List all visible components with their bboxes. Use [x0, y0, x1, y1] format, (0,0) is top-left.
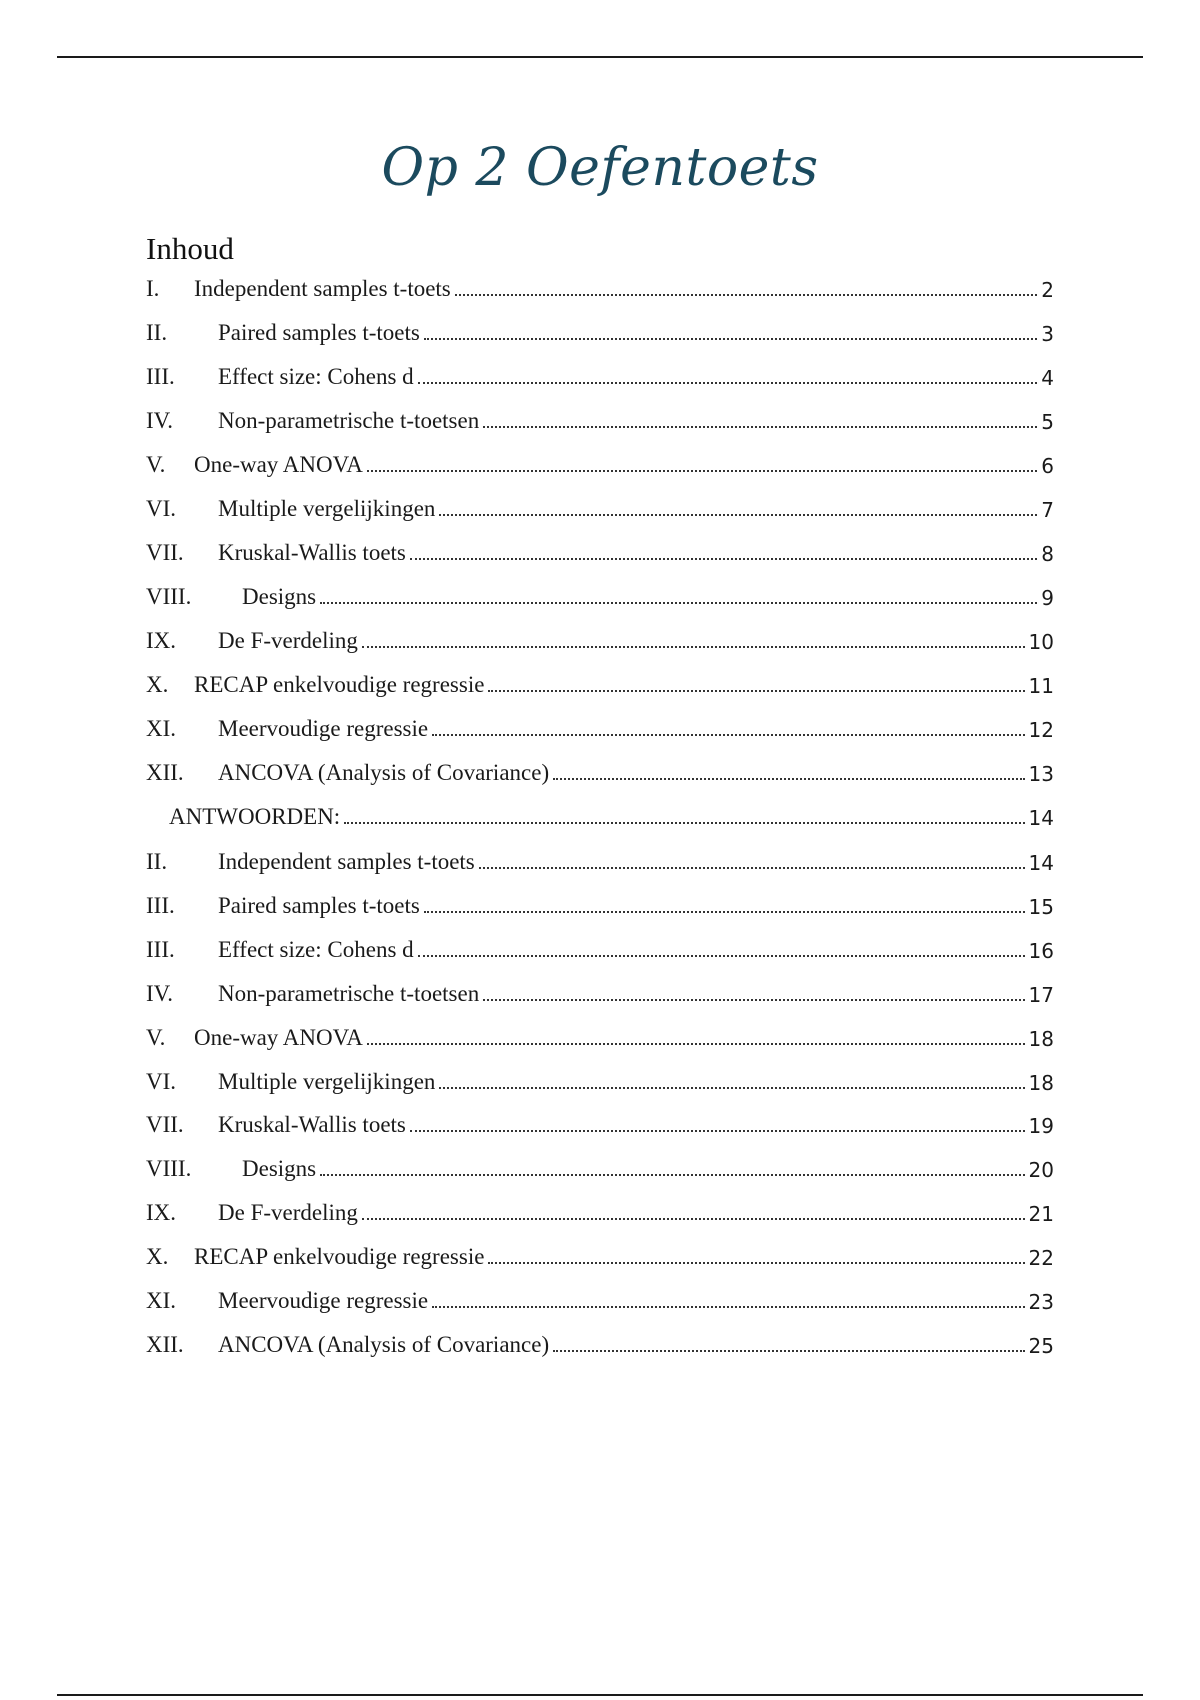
- toc-entry-number: XI.: [146, 1288, 177, 1313]
- toc-entry-title: Non-parametrische t-toetsen: [218, 981, 480, 1006]
- toc-entry-page-number: 12: [1028, 718, 1054, 742]
- toc-entry-page-number: 20: [1028, 1158, 1054, 1182]
- toc-entry-title: Paired samples t-toets: [218, 320, 420, 345]
- toc-dot-leader: [455, 294, 1038, 296]
- toc-entry-title: Effect size: Cohens d: [218, 364, 414, 389]
- toc-entry[interactable]: [146, 845, 1054, 875]
- toc-entry-title: Effect size: Cohens d: [218, 937, 414, 962]
- toc-entry-title: ANCOVA (Analysis of Covariance): [218, 760, 550, 785]
- toc-entry-page-number: 18: [1028, 1071, 1054, 1095]
- toc-entry-number: IV.: [146, 408, 174, 433]
- toc-entry-title: RECAP enkelvoudige regressie: [194, 672, 485, 697]
- toc-entry-page-number: 4: [1041, 366, 1054, 390]
- toc-entry-title: ANTWOORDEN:: [169, 804, 341, 829]
- toc-dot-leader: [424, 338, 1037, 340]
- toc-entry[interactable]: [146, 536, 1054, 566]
- toc-entry-title: Multiple vergelijkingen: [218, 1069, 436, 1094]
- toc-entry-number: IV.: [146, 981, 174, 1006]
- toc-dot-leader: [424, 911, 1025, 913]
- toc-entry-title: Meervoudige regressie: [218, 716, 429, 741]
- toc-entry-number: I.: [146, 276, 160, 301]
- toc-entry-page-number: 21: [1028, 1202, 1054, 1226]
- toc-entry-title: Multiple vergelijkingen: [218, 496, 436, 521]
- toc-entry-number: II.: [146, 849, 168, 874]
- toc-entry-title: Designs: [242, 584, 317, 609]
- toc-entry-title: Independent samples t-toets: [218, 849, 475, 874]
- toc-entry-page-number: 23: [1028, 1290, 1054, 1314]
- toc-dot-leader: [362, 646, 1025, 648]
- toc-entry-page-number: 3: [1041, 322, 1054, 346]
- toc-entry-number: V.: [146, 1025, 166, 1050]
- toc-entry-number: VIII.: [146, 1156, 192, 1181]
- toc-entry-number: VI.: [146, 1069, 177, 1094]
- toc-dot-leader: [418, 382, 1038, 384]
- toc-entry-title: Designs: [242, 1156, 317, 1181]
- toc-entry-page-number: 10: [1028, 630, 1054, 654]
- toc-entry-title: One-way ANOVA: [194, 1025, 363, 1050]
- toc-dot-leader: [439, 514, 1037, 516]
- toc-entry-page-number: 8: [1041, 542, 1054, 566]
- toc-entry[interactable]: [146, 1152, 1054, 1182]
- toc-entry[interactable]: [146, 1065, 1054, 1095]
- toc-entry[interactable]: [146, 1284, 1054, 1314]
- document-title: Op 2 Oefentoets: [381, 138, 819, 198]
- toc-dot-leader: [367, 1043, 1025, 1045]
- toc-entry-page-number: 25: [1028, 1334, 1054, 1358]
- toc-entry[interactable]: [146, 1240, 1054, 1270]
- toc-entry[interactable]: [146, 624, 1054, 654]
- toc-entry-page-number: 11: [1028, 674, 1054, 698]
- toc-entry[interactable]: [146, 889, 1054, 919]
- toc-entry-page-number: 19: [1028, 1114, 1054, 1138]
- toc-entry[interactable]: [146, 492, 1054, 522]
- toc-entry-number: XII.: [146, 760, 184, 785]
- toc-entry-title: ANCOVA (Analysis of Covariance): [218, 1332, 550, 1357]
- toc-entry-page-number: 18: [1028, 1027, 1054, 1051]
- toc-entry-title: Non-parametrische t-toetsen: [218, 408, 480, 433]
- toc-dot-leader: [488, 690, 1024, 692]
- toc-entry-number: VIII.: [146, 584, 192, 609]
- toc-entry-page-number: 15: [1028, 895, 1054, 919]
- toc-entry-page-number: 6: [1041, 454, 1054, 478]
- toc-entry-title: Kruskal-Wallis toets: [218, 540, 406, 565]
- toc-entry[interactable]: [146, 1328, 1054, 1358]
- toc-dot-leader: [432, 734, 1024, 736]
- toc-entry-title: One-way ANOVA: [194, 452, 363, 477]
- toc-dot-leader: [488, 1262, 1024, 1264]
- toc-entry-number: IX.: [146, 1200, 177, 1225]
- toc-entry[interactable]: [146, 580, 1054, 610]
- toc-heading: Inhoud: [146, 231, 234, 266]
- toc-entry[interactable]: [146, 756, 1054, 786]
- toc-dot-leader: [344, 822, 1024, 824]
- toc-entry-title: Independent samples t-toets: [194, 276, 451, 301]
- toc-entry-page-number: 16: [1028, 939, 1054, 963]
- toc-dot-leader: [320, 1174, 1024, 1176]
- toc-entry-page-number: 14: [1028, 806, 1054, 830]
- toc-dot-leader: [553, 778, 1024, 780]
- toc-entry-title: De F-verdeling: [218, 1200, 358, 1225]
- toc-entry-number: VII.: [146, 540, 184, 565]
- toc-entry[interactable]: [146, 668, 1054, 698]
- toc-dot-leader: [367, 470, 1037, 472]
- toc-dot-leader: [553, 1350, 1024, 1352]
- header-rule: [57, 56, 1143, 58]
- toc-dot-leader: [362, 1218, 1025, 1220]
- toc-entry-number: X.: [146, 672, 169, 697]
- toc-entry-page-number: 17: [1028, 983, 1054, 1007]
- toc-entry-page-number: 13: [1028, 762, 1054, 786]
- toc-dot-leader: [432, 1306, 1024, 1308]
- toc-entry-number: II.: [146, 320, 168, 345]
- toc-entry-title: RECAP enkelvoudige regressie: [194, 1244, 485, 1269]
- toc-entry[interactable]: [146, 712, 1054, 742]
- toc-entry[interactable]: [146, 1021, 1054, 1051]
- toc-entry-number: XII.: [146, 1332, 184, 1357]
- toc-entry-number: III.: [146, 893, 175, 918]
- toc-entry-number: V.: [146, 452, 166, 477]
- toc-entry[interactable]: [146, 1196, 1054, 1226]
- toc-entry[interactable]: [146, 933, 1054, 963]
- toc-dot-leader: [320, 602, 1037, 604]
- toc-entry-title: Meervoudige regressie: [218, 1288, 429, 1313]
- toc-dot-leader: [483, 999, 1024, 1001]
- toc-dot-leader: [418, 955, 1025, 957]
- toc-entry-number: VII.: [146, 1112, 184, 1137]
- toc-entry-number: IX.: [146, 628, 177, 653]
- toc-entry-number: III.: [146, 364, 175, 389]
- toc-entry-page-number: 9: [1041, 586, 1054, 610]
- toc-entry-number: VI.: [146, 496, 177, 521]
- toc-entry[interactable]: [146, 404, 1054, 434]
- toc-entry[interactable]: [146, 272, 1054, 302]
- toc-entry[interactable]: [146, 1108, 1054, 1138]
- toc-dot-leader: [410, 1130, 1025, 1132]
- toc-entry[interactable]: [146, 800, 1054, 830]
- toc-entry-page-number: 5: [1041, 410, 1054, 434]
- toc-entry[interactable]: [146, 360, 1054, 390]
- toc-entry-page-number: 7: [1041, 498, 1054, 522]
- toc-entry-title: De F-verdeling: [218, 628, 358, 653]
- toc-entry-page-number: 14: [1028, 851, 1054, 875]
- toc-dot-leader: [439, 1087, 1024, 1089]
- toc-entry-page-number: 22: [1028, 1246, 1054, 1270]
- toc-dot-leader: [410, 558, 1037, 560]
- toc-entry-title: Kruskal-Wallis toets: [218, 1112, 406, 1137]
- toc-dot-leader: [483, 426, 1037, 428]
- toc-entry[interactable]: [146, 977, 1054, 1007]
- footer-rule: [57, 1694, 1143, 1696]
- toc-entry-page-number: 2: [1041, 278, 1054, 302]
- toc-dot-leader: [479, 867, 1025, 869]
- toc-entry-number: XI.: [146, 716, 177, 741]
- toc-entry[interactable]: [146, 316, 1054, 346]
- toc-entry-title: Paired samples t-toets: [218, 893, 420, 918]
- toc-entry-number: III.: [146, 937, 175, 962]
- toc-entry[interactable]: [146, 448, 1054, 478]
- toc-entry-number: X.: [146, 1244, 169, 1269]
